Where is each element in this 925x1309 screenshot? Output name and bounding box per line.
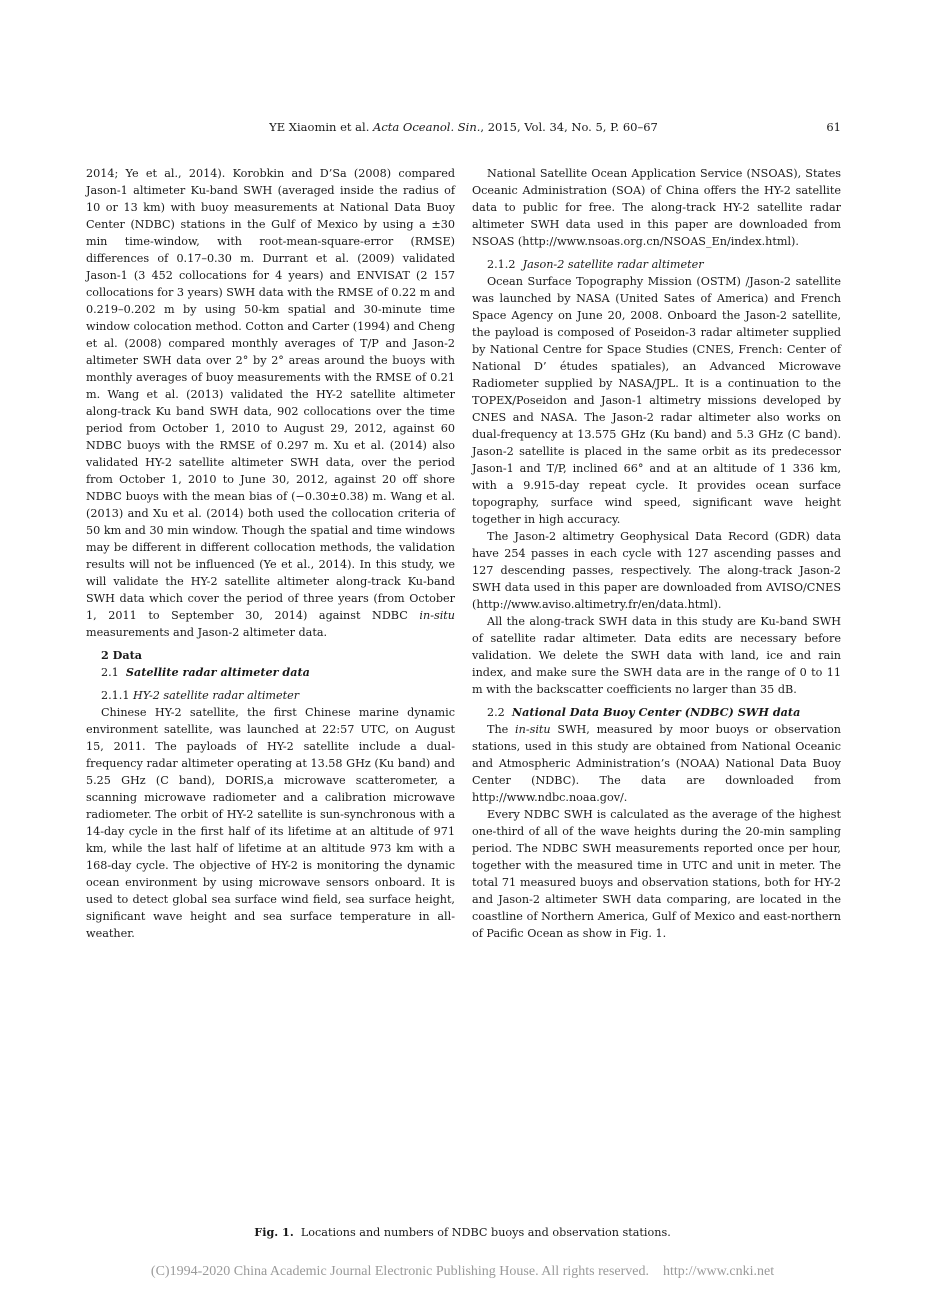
section-heading: 2 Data <box>101 648 143 662</box>
subsubsection-heading: 2.1.1 HY-2 satellite radar altimeter <box>101 689 300 702</box>
paragraph: All the along-track SWH data in this study are Ku-band SWH of satellite radar altimeter. Data edits are necessary before validation. We delete the SWH data with land, ice and rain index, and make sure the SWH data are in the range of 0 to 11 m with the backscatter coefficients no larger than 35 dB. <box>472 615 841 696</box>
left-column <box>86 165 455 942</box>
right-column <box>472 165 841 942</box>
subsection-heading: 2.2 National Data Buoy Center (NDBC) SWH data <box>487 705 801 719</box>
paragraph: Ocean Surface Topography Mission (OSTM) /Jason-2 satellite was launched by NASA (United Sates of America) and French Space Agency on June 20, 2008. Onboard the Jason-2 satellite, the payload is composed of Poseidon-3 radar altimeter supplied by National Centre for Space Studies (CNES, French: Center of National D’ études spatiales), an Advanced Microwave Radiometer supplied by NASA/JPL. It is a continuation to the TOPEX/Poseidon and Jason-1 altimetry missions developed by CNES and NASA. The Jason-2 radar altimeter also works on dual-frequency at 13.575 GHz (Ku band) and 5.3 GHz (C band). Jason-2 satellite is placed in the same orbit as its predecessor Jason-1 and T/P, inclined 66° and at an altitude of 1 336 km, with a 9.915-day repeat cycle. It provides ocean surface topography, surface wind speed, significant wave height together in high accuracy. <box>472 275 841 526</box>
copyright-footer <box>0 1264 925 1280</box>
copyright-text: (C)1994-2020 China Academic Journal Electronic Publishing House. All rights reserved. <box>150 1264 649 1279</box>
header-authors: YE Xiaomin et al. <box>269 120 370 134</box>
paragraph: Chinese HY-2 satellite, the first Chinese marine dynamic environment satellite, was launched at 22:57 UTC, on August 15, 2011. The payloads of HY-2 satellite include a dual-frequency radar altimeter operating at 13.58 GHz (Ku band) and 5.25 GHz (C band), DORIS,a microwave scatterometer, a scanning microwave radiometer and a calibration microwave radiometer. The orbit of HY-2 satellite is sun-synchronous with a 14-day cycle in the first half of its lifetime at an altitude of 971 km, while the last half of lifetime at an altitude 973 km with a 168-day cycle. The objective of HY-2 is monitoring the dynamic ocean environment by using microwave sensors onboard. It is used to detect global sea surface wind field, sea surface height, significant wave height and sea surface temperature in all-weather. <box>86 706 455 940</box>
cnki-url: http://www.cnki.net <box>663 1264 775 1279</box>
subsubsection-heading: 2.1.2 Jason-2 satellite radar altimeter <box>487 258 704 271</box>
running-header <box>86 120 841 136</box>
header-journal: Acta Oceanol. Sin. <box>373 120 481 134</box>
paragraph: National Satellite Ocean Application Service (NSOAS), States Oceanic Administration (SOA) of China offers the HY-2 satellite data to public for free. The along-track HY-2 satellite radar altimeter SWH data used in this paper are downloaded from NSOAS (http://www.nsoas.org.cn/NSOAS_En/index.html). <box>472 167 841 248</box>
page-number: 61 <box>826 120 841 134</box>
paragraph: Every NDBC SWH is calculated as the average of the highest one-third of all of the wave heights during the 20-min sampling period. The NDBC SWH measurements reported once per hour, together with the measured time in UTC and unit in meter. The total 71 measured buoys and observation stations, both for HY-2 and Jason-2 altimeter SWH data comparing, are located in the coastline of Northern America, Gulf of Mexico and east-northern of Pacific Ocean as show in Fig. 1. <box>472 808 841 940</box>
figure-label: Fig. 1. <box>254 1225 294 1239</box>
subsection-heading: 2.1 Satellite radar altimeter data <box>101 665 310 679</box>
paragraph: 2014; Ye et al., 2014). Korobkin and D’Sa (2008) compared Jason-1 altimeter Ku-band SWH (averaged inside the radius of 10 or 13 km) with buoy measurements at National Data Buoy Center (NDBC) stations in the Gulf of Mexico by using a ±30 min time-window, with root-mean-square-error (RMSE) differences of 0.17–0.30 m. Durrant et al. (2009) validated Jason-1 (3 452 collocations for 4 years) and ENVISAT (2 157 collocations for 3 years) SWH data with the RMSE of 0.22 m and 0.219–0.202 m by using 50-km spatial and 30-minute time window colocation method. Cotton and Carter (1994) and Cheng et al. (2008) compared monthly averages of T/P and Jason-2 altimeter SWH data over 2° by 2° areas around the buoys with monthly averages of buoy measurements with the RMSE of 0.21 m. Wang et al. (2013) validated the HY-2 satellite altimeter along-track Ku band SWH data, 902 collocations over the time period from October 1, 2010 to August 29, 2012, against 60 NDBC buoys with the RMSE of 0.297 m. Xu et al. (2014) also validated HY-2 satellite altimeter SWH data, over the period from October 1, 2010 to June 30, 2012, against 20 off shore NDBC buoys with the mean bias of (−0.30±0.38) m. Wang et al. (2013) and Xu et al. (2014) both used the collocation criteria of 50 km and 30 min window. Though the spatial and time windows may be different in different collocation methods, the validation results will not be influenced (Ye et al., 2014). In this study, we will validate the HY-2 satellite altimeter along-track Ku-band SWH data which cover the period of three years (from October 1, 2011 to September 30, 2014) against NDBC in-situ measurements and Jason-2 altimeter data. <box>86 167 455 639</box>
header-details: , 2015, Vol. 34, No. 5, P. 60–67 <box>480 120 658 134</box>
figure-caption <box>0 1225 925 1239</box>
paragraph: The Jason-2 altimetry Geophysical Data Record (GDR) data have 254 passes in each cycle with 127 ascending passes and 127 descending passes, respectively. The along-track Jason-2 SWH data used in this paper are downloaded from AVISO/CNES (http://www.aviso.altimetry.fr/en/data.html). <box>472 530 841 611</box>
paragraph: The in-situ SWH, measured by moor buoys or observation stations, used in this study are obtained from National Oceanic and Atmospheric Administration’s (NOAA) National Data Buoy Center (NDBC). The data are downloaded from http://www.ndbc.noaa.gov/. <box>472 723 841 804</box>
running-title <box>86 120 841 134</box>
figure-caption-text: Locations and numbers of NDBC buoys and observation stations. <box>300 1226 671 1239</box>
